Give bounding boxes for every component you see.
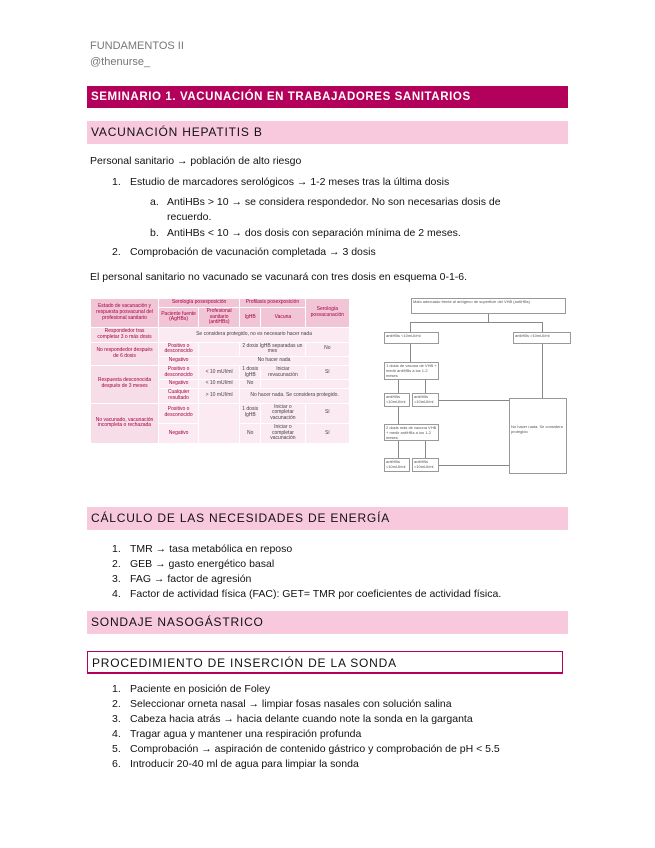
table-cell (261, 380, 350, 389)
seminar-title: SEMINARIO 1. VACUNACIÓN EN TRABAJADORES SANITARIOS (87, 86, 568, 108)
list-number: 1. (112, 176, 121, 188)
table-header: Profilaxis posexposición (240, 299, 306, 308)
hepatitis-item-1: Estudio de marcadores serológicos → 1-2 meses tras la última dosis (130, 176, 450, 188)
energy-item-4: Factor de actividad física (FAC): GET= TMR por coeficientes de actividad física. (130, 588, 502, 600)
table-cell: Se considera protegido, no es necesario hacer nada (159, 328, 350, 343)
table-cell: Sí (305, 403, 349, 423)
flow-connector (398, 407, 399, 424)
table-cell: No (240, 380, 261, 389)
table-cell: > 10 mUI/ml (199, 389, 240, 404)
hepatitis-sub-a: AntiHBs > 10 → se considera respondedor. No son necesarias dosis de (167, 196, 501, 208)
flow-dose2-box: 2 dosis más de vacuna VHB + medir antiHBs a los 1-2 meses (384, 424, 439, 441)
flow-b2-box: antiHBs >10mUI/ml (412, 458, 439, 472)
table-cell: Negativo (159, 357, 199, 366)
procedure-item-2: Seleccionar orneta nasal → limpiar fosas nasales con solución salina (130, 698, 452, 710)
list-number: 3. (112, 713, 121, 725)
procedure-item-5: Comprobación → aspiración de contenido gástrico y comprobación de pH < 5.5 (130, 743, 500, 755)
sondaje-heading: SONDAJE NASOGÁSTRICO (87, 611, 568, 634)
table-cell: No (305, 342, 349, 357)
flow-connector (542, 344, 543, 398)
table-header: IgHB (240, 307, 261, 327)
table-cell: < 10 mUI/ml (199, 365, 240, 380)
table-cell: 1 dosis IgHB (240, 403, 261, 423)
list-number: 1. (112, 683, 121, 695)
flow-connector (398, 380, 399, 393)
table-cell: Positivo o desconocido (159, 365, 199, 380)
table-header: Serología posexposición (159, 299, 240, 308)
flow-dose1-box: 1 dosis de vacuna de VHB + medir antiHBs a los 1-2 meses (384, 362, 439, 380)
procedure-item-6: Introducir 20-40 ml de agua para limpiar la sonda (130, 758, 359, 770)
table-cell: Positivo o desconocido (159, 403, 199, 423)
table-header: Profesional sanitario (antiHBs) (199, 307, 240, 327)
list-letter: a. (150, 196, 159, 208)
hepatitis-heading: VACUNACIÓN HEPATITIS B (87, 121, 568, 144)
table-cell: Iniciar o completar vacunación (261, 403, 306, 423)
table-cell: Positivo o desconocido (159, 342, 199, 357)
table-cell (199, 342, 240, 357)
author-handle: @thenurse_ (90, 56, 151, 68)
flow-connector (542, 322, 543, 332)
table-cell: Iniciar revacunación (261, 365, 306, 380)
flow-connector (425, 441, 426, 458)
flow-connector (410, 322, 411, 332)
procedure-heading: PROCEDIMIENTO DE INSERCIÓN DE LA SONDA (87, 651, 563, 674)
flow-end-box: No hacer nada. Se considera protegido (509, 398, 567, 474)
list-number: 4. (112, 588, 121, 600)
list-number: 4. (112, 728, 121, 740)
table-cell: Sí (305, 365, 349, 380)
energy-item-2: GEB → gasto energético basal (130, 558, 275, 570)
energy-item-3: FAG → factor de agresión (130, 573, 252, 585)
table-header: Paciente fuente (AgHBs) (159, 307, 199, 327)
table-cell (199, 403, 240, 444)
hepatitis-note: El personal sanitario no vacunado se vacunará con tres dosis en esquema 0-1-6. (90, 271, 468, 283)
energy-item-1: TMR → tasa metabólica en reposo (130, 543, 293, 555)
flow-a1-box: antiHBs <10mUI/ml (384, 393, 410, 407)
hepatitis-sub-b: AntiHBs < 10 → dos dosis con separación mínima de 2 meses. (167, 227, 461, 239)
procedure-item-4: Tragar agua y mantener una respiración profunda (130, 728, 362, 740)
flow-connector (439, 400, 509, 401)
flow-connector (439, 465, 509, 466)
flow-top-box: Malo adecuado frente al antígeno de superficie del VHB (antiHBs) (411, 298, 566, 314)
hepatitis-intro: Personal sanitario → población de alto riesgo (90, 155, 302, 167)
table-cell: < 10 mUI/ml (199, 380, 240, 389)
flow-connector (398, 441, 399, 458)
procedure-item-3: Cabeza hacia atrás → hacia delante cuando note la sonda en la garganta (130, 713, 473, 725)
list-number: 1. (112, 543, 121, 555)
table-cell: No (240, 423, 261, 443)
energy-heading: CÁLCULO DE LAS NECESIDADES DE ENERGÍA (87, 507, 568, 530)
table-cell: No hacer nada. Se considera protegido. (240, 389, 350, 404)
list-number: 5. (112, 743, 121, 755)
table-header: Estado de vacunación y respuesta posvacunal del profesional sanitario (91, 299, 159, 328)
list-number: 2. (112, 698, 121, 710)
list-number: 2. (112, 558, 121, 570)
table-cell: Cualquier resultado (159, 389, 199, 404)
table-row-header: No respondedor después de 6 dosis (91, 342, 159, 365)
flow-connector (410, 322, 543, 323)
list-number: 6. (112, 758, 121, 770)
flow-b1-box: antiHBs <10mUI/ml (384, 458, 410, 472)
table-row-header: No vacunado, vacunación incompleta o rechazada (91, 403, 159, 444)
table-row-header: Respondedor tras completar 3 o más dosis (91, 328, 159, 343)
hepatitis-item-2: Comprobación de vacunación completada → 3 dosis (130, 246, 376, 258)
table-cell: 1 dosis IgHB (240, 365, 261, 380)
table-cell: Sí (305, 423, 349, 443)
table-cell: 2 dosis IgHB separadas un mes (240, 342, 306, 357)
hepatitis-sub-a-cont: recuerdo. (167, 211, 212, 223)
flow-a2-box: antiHBs >10mUI/ml (412, 393, 439, 407)
flow-connector (488, 314, 489, 322)
flow-connector (425, 380, 426, 393)
table-cell: Iniciar o completar vacunación (261, 423, 306, 443)
course-name: FUNDAMENTOS II (90, 40, 184, 52)
list-letter: b. (150, 227, 159, 239)
list-number: 3. (112, 573, 121, 585)
table-cell: No hacer nada (199, 357, 350, 366)
list-number: 2. (112, 246, 121, 258)
flow-right-box: antiHBs >10mUI/ml (513, 332, 571, 344)
flow-left-box: antiHBs <10mUI/ml (384, 332, 439, 344)
vaccination-table (90, 298, 350, 444)
procedure-item-1: Paciente en posición de Foley (130, 683, 271, 695)
table-cell: Negativo (159, 380, 199, 389)
table-row-header: Respuesta desconocida después de 3 meses (91, 365, 159, 403)
table-cell: Negativo (159, 423, 199, 443)
table-header: Vacuna (261, 307, 306, 327)
flow-connector (410, 344, 411, 362)
table-header: Serología posvacunación (305, 299, 349, 328)
